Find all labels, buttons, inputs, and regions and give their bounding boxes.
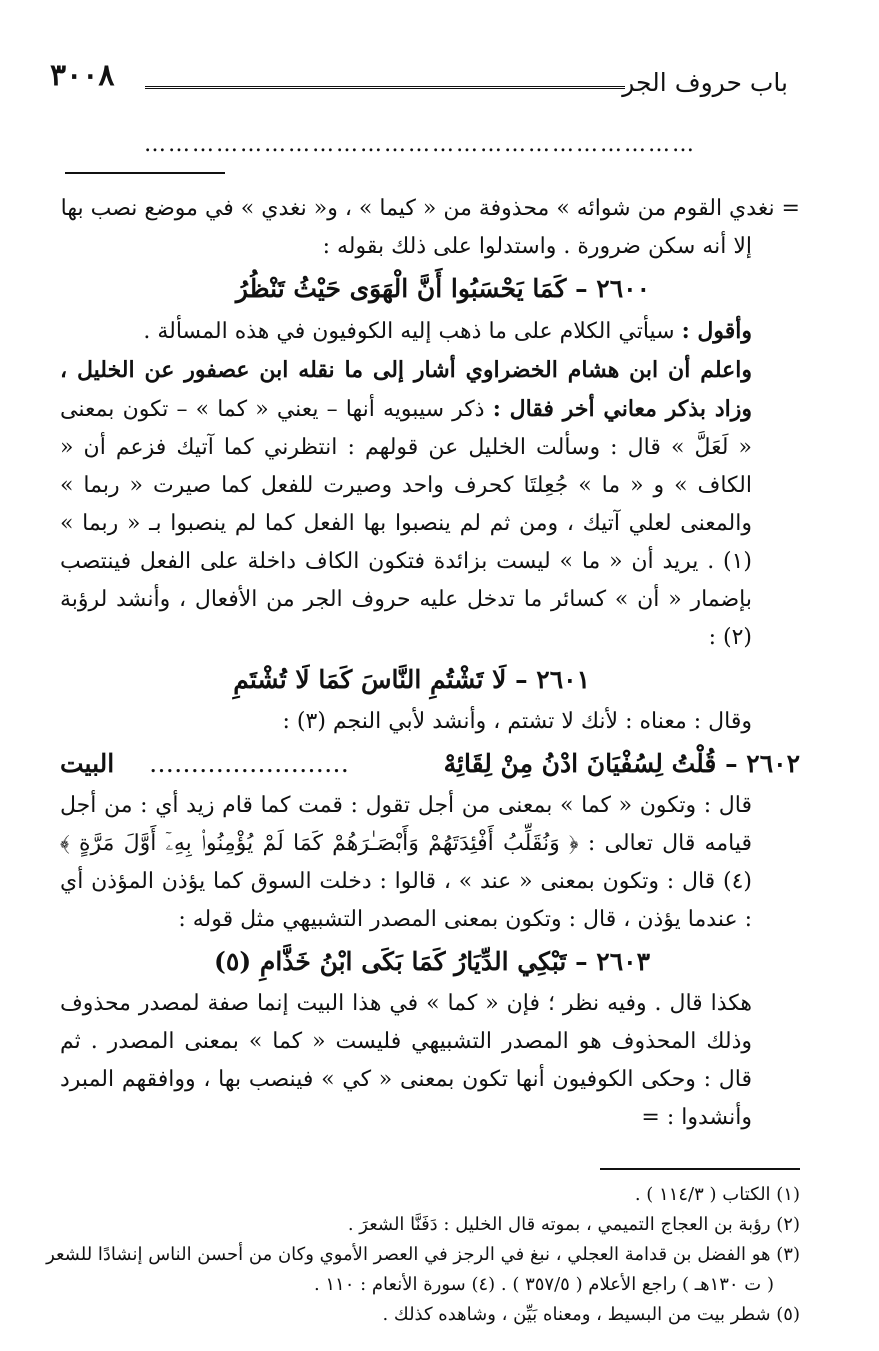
verse-2602-text: ٢٦٠٢ – قُلْتُ لِسُفْيَانَ ادْنُ مِنْ لِقَائِهْ: [443, 749, 800, 778]
book-page: [40, 40, 800, 1325]
verse-2600: ٢٦٠٠ – كَمَا يَحْسَبُوا أَنَّ الْهَوَى حَيْثُ تَنْظُرُ: [235, 274, 650, 303]
footnote-3-line1: (٣) هو الفضل بن قدامة العجلي ، نبغ في الرجز في العصر الأموي وكان من أحسن الناس إنشادًا للشعر: [46, 1244, 800, 1265]
footnote-rule: [600, 1168, 800, 1170]
paragraph-abi-najm: وقال : معناه : لأنك لا تشتم ، وأنشد لأبي النجم (٣) :: [282, 709, 752, 734]
paragraph-hakadha: [60, 985, 800, 1137]
main-text: [60, 190, 800, 1137]
continuation-mark: =: [641, 1105, 660, 1130]
footnote-1: (١) الكتاب ( ١١٤/٣ ) .: [634, 1184, 800, 1205]
footnote-3-line2: ( ت ١٣٠هـ ) راجع الأعلام ( ٣٥٧/٥ ) . (٤) سورة الأنعام : ١١٠ .: [313, 1274, 774, 1295]
verse-2602-dots: ……………………: [149, 749, 350, 778]
page-header: [40, 58, 800, 108]
verse-2601: ٢٦٠١ – لَا تَشْتُمِ النَّاسَ كَمَا لَا تُشْتَمِ: [233, 665, 590, 694]
hakadha-text: هكذا قال . وفيه نظر ؛ فإن « كما » في هذا البيت إنما صفة لمصدر محذوف وذلك المحذوف هو المصدر التشبيهي فليست « كما » بمعنى المصدر . ثم قال : وحكى الكوفيون أنها تكون بمعنى « كي » فينصب بها ، ووافقهم المبرد وأنشدوا :: [60, 991, 752, 1130]
verse-2602: [60, 745, 800, 783]
khadrawi-text: ذكر سيبويه أنها – يعني « كما » – تكون بمعنى « لَعَلَّ » قال : وسألت الخليل عن قولهم : انتظرني كما آتيك فزعم أن « الكاف » و « ما » جُعِلتَا كحرف واحد وصيرت للفعل كما صيرت « ربما » والمعنى لعلي آتيك ، ومن ثم لم ينصبوا بها الفعل كما لم ينصبوا بـ « ربما » (١) . يريد أن « ما » ليست بزائدة فتكون الكاف داخلة على الفعل فينتصب بإضمار « أن » كسائر ما تدخل عليه حروف الجر من الأفعال ، وأنشد لرؤبة (٢) :: [60, 397, 752, 650]
dotted-separator: ……………………………………………………………: [144, 132, 696, 157]
chapter-title: باب حروف الجر: [622, 68, 788, 97]
paragraph-kama-meanings: قال : وتكون « كما » بمعنى من أجل تقول : قمت كما قام زيد أي : من أجل قيامه قال تعالى : ﴿ وَنُقَلِّبُ أَفْئِدَتَهُمْ وَأَبْصَـٰرَهُمْ كَمَا لَمْ يُؤْمِنُوا۟ بِهِۦٓ أَوَّلَ مَرَّةٍ ﴾ (٤) قال : وتكون بمعنى « عند » ، قالوا : دخلت السوق كما يؤذن المؤذن أي : عندما يؤذن ، قال : وتكون بمعنى المصدر التشبيهي مثل قوله :: [60, 793, 752, 932]
aqul-text: سيأتي الكلام على ما ذهب إليه الكوفيون في هذه المسألة .: [143, 319, 682, 344]
paragraph-continuation-line2: إلا أنه سكن ضرورة . واستدلوا على ذلك بقوله :: [322, 234, 752, 259]
verse-2602-albayt: البيت: [60, 749, 115, 778]
verse-2603: ٢٦٠٣ – تَبْكِي الدِّيَارُ كَمَا بَكَى ابْنُ خَذَّامِ (٥): [214, 947, 650, 976]
paragraph-aqul: [60, 312, 800, 351]
aqul-lead: وأقول :: [681, 318, 752, 344]
page-number: ٣٠٠٨: [50, 58, 115, 93]
separator-rule: [65, 172, 225, 174]
header-rule: [145, 86, 625, 93]
footnote-2: (٢) رؤبة بن العجاج التميمي ، بموته قال الخليل : دَفَنَّا الشعرَ .: [347, 1214, 800, 1235]
footnotes: [46, 1180, 800, 1330]
footnote-5: (٥) شطر بيت من البسيط ، ومعناه بَيِّن ، وشاهده كذلك .: [382, 1304, 800, 1325]
khadrawi-lead: واعلم أن ابن هشام الخضراوي أشار إلى ما نقله ابن عصفور عن الخليل ، وزاد بذكر معاني أخر فقال :: [60, 357, 752, 422]
verse-2602-tail: [60, 745, 349, 783]
paragraph-continuation-line1: = نغدي القوم من شوائه » محذوفة من « كيما » ، و« نغدي » في موضع نصب بها: [60, 196, 800, 221]
paragraph-khadrawi: [60, 351, 800, 657]
